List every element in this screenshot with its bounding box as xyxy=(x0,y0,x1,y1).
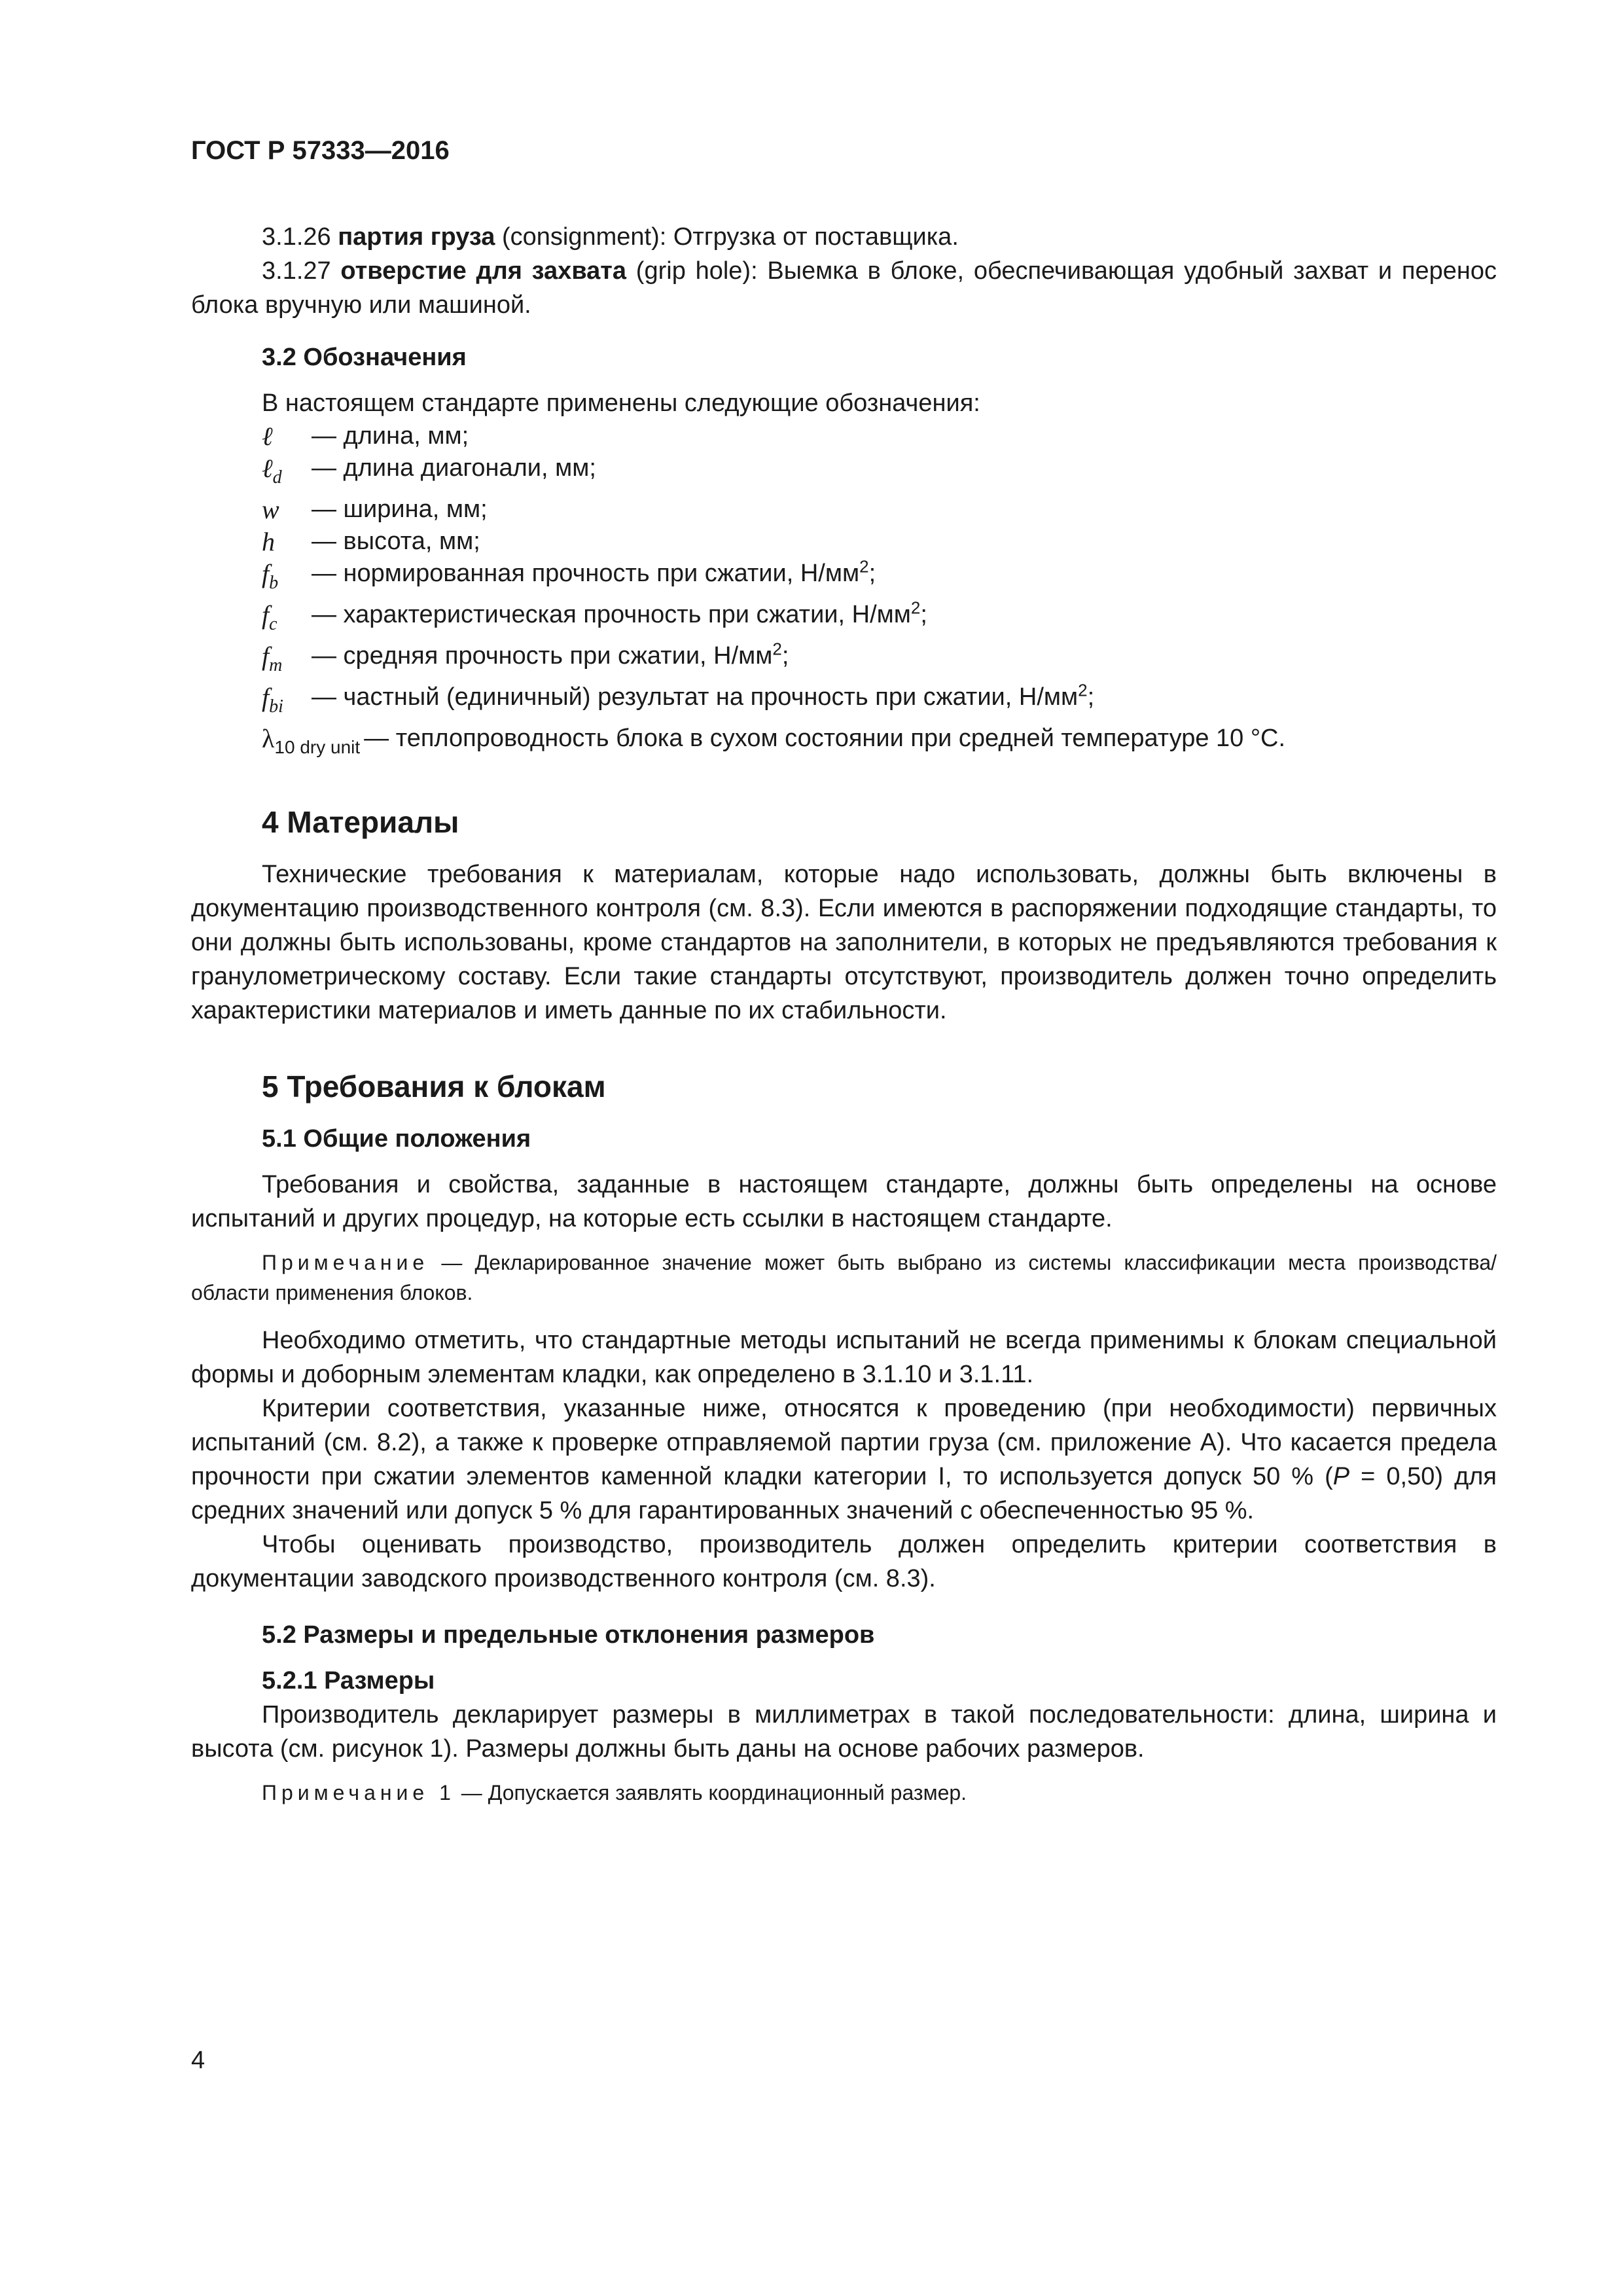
symbol-row: w — ширина, мм; xyxy=(262,495,488,524)
paragraph: Производитель декларирует размеры в миллиметрах в такой последовательности: длина, ширина и высота (см. рисунок 1). Размеры должны быть даны на основе рабочих размеров. xyxy=(191,1701,1497,1763)
symbol-row: $f_{bi}$ — частный (единичный) результат на прочность при сжатии, $Н/мм^2$; xyxy=(262,680,1095,717)
paragraph: Необходимо отметить, что стандартные методы испытаний не всегда применимы к блокам специальной формы и доборным элементам кладки, как определено в 3.1.10 и 3.1.11. xyxy=(191,1327,1497,1388)
symbol-row: ℓ$_d$ — длина диагонали, мм; xyxy=(262,454,596,488)
symbol-row: $\lambda_{10 dry unit}$ — теплопроводность блока в сухом состоянии при средней температуре 10 °С. xyxy=(262,724,1286,757)
term-name: отверстие для захвата xyxy=(340,257,627,285)
document-page xyxy=(191,137,1497,1823)
section-4-text: Технические требования к материалам, которые надо использовать, должны быть включены в документацию производственного контроля (см. 8.3). Если имеются в распоряжении подходящие стандарты, то они должны быть использованы, кроме стандартов на заполнители, в которых не предъявляются требования к гранулометрическому составу. Если такие стандарты отсутствуют, производитель должен точно определить характеристики материалов и иметь данные по их стабильности. xyxy=(191,861,1497,1024)
term-name: партия груза xyxy=(338,223,495,251)
section-5-2-title: 5.2 Размеры и предельные отклонения размеров xyxy=(262,1621,875,1649)
term-3-1-26: 3.1.26 партия груза (consignment): Отгрузка от поставщика. xyxy=(262,223,959,251)
section-4-title: 4 Материалы xyxy=(262,805,459,839)
note: Примечание — Декларированное значение может быть выбрано из системы классификации места производства/области применения блоков. xyxy=(191,1251,1497,1304)
paragraph: Требования и свойства, заданные в настоящем стандарте, должны быть определены на основе испытаний и других процедур, на которые есть ссылки в настоящем стандарте. xyxy=(191,1171,1497,1232)
standard-header: ГОСТ Р 57333—2016 xyxy=(191,136,450,165)
symbol-row: ℓ — длина, мм; xyxy=(262,422,469,451)
section-5-2-1-title: 5.2.1 Размеры xyxy=(262,1667,435,1695)
symbol-row: h — высота, мм; xyxy=(262,527,480,556)
symbols-intro: В настоящем стандарте применены следующие обозначения: xyxy=(262,389,980,417)
symbol-row: $f_c$ — характеристическая прочность при сжатии, $Н/мм^2$; xyxy=(262,598,927,634)
term-3-1-27: 3.1.27 отверстие для захвата (grip hole): Выемка в блоке, обеспечивающая удобный захват и перенос блока вручную или машиной. xyxy=(191,257,1497,319)
symbol-row: $f_m$ — средняя прочность при сжатии, $Н/мм^2$; xyxy=(262,639,789,675)
page-number: 4 xyxy=(191,2047,205,2074)
section-5-1-title: 5.1 Общие положения xyxy=(262,1125,531,1153)
note: Примечание 1 — Допускается заявлять координационный размер. xyxy=(262,1781,967,1804)
symbol-row: $f_b$ — нормированная прочность при сжатии, $Н/мм^2$; xyxy=(262,556,876,593)
symbols-list xyxy=(262,420,1497,763)
paragraph: Чтобы оценивать производство, производитель должен определить критерии соответствия в документации заводского производственного контроля (см. 8.3). xyxy=(191,1531,1497,1592)
section-3-2-title: 3.2 Обозначения xyxy=(262,344,467,371)
paragraph: Критерии соответствия, указанные ниже, относятся к проведению (при необходимости) первичных испытаний (см. 8.2), а также к проверке отправляемой партии груза (см. приложение А). Что касается предела прочности при сжатии элементов каменной кладки категории I, то используется допуск 50 % (P = 0,50) для средних значений или допуск 5 % для гарантированных значений с обеспеченностью 95 %. xyxy=(191,1395,1497,1524)
section-5-title: 5 Требования к блокам xyxy=(262,1069,606,1103)
